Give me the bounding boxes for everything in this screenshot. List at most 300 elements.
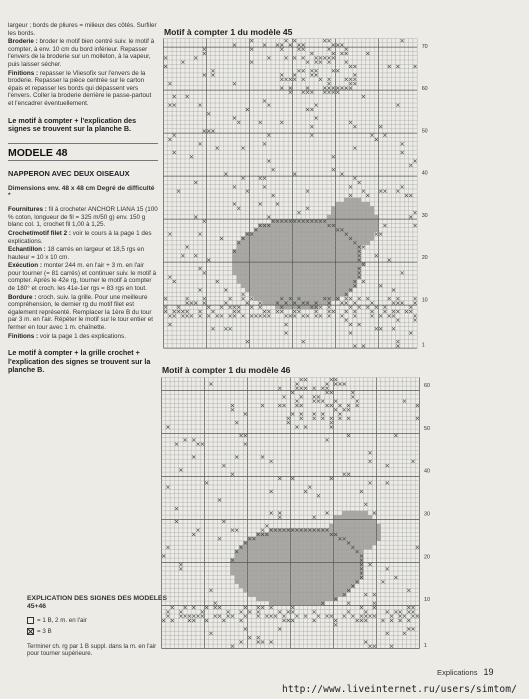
grid-cross-mark bbox=[300, 413, 303, 416]
grid-filled-cell bbox=[312, 550, 316, 554]
grid-filled-cell bbox=[271, 292, 275, 296]
grid-filled-cell bbox=[284, 241, 288, 245]
grid-filled-cell bbox=[316, 545, 320, 549]
grid-cross-mark bbox=[362, 246, 365, 249]
grid-filled-cell bbox=[286, 597, 290, 601]
grid-filled-cell bbox=[342, 515, 346, 519]
grid-cross-mark bbox=[403, 632, 406, 635]
grid-cross-mark bbox=[347, 404, 350, 407]
grid-cross-mark bbox=[203, 297, 206, 300]
label: Finitions : bbox=[8, 332, 39, 340]
page-number: 19 bbox=[483, 667, 494, 677]
grid-filled-cell bbox=[265, 550, 269, 554]
grid-filled-cell bbox=[331, 266, 335, 270]
grid-filled-cell bbox=[299, 584, 303, 588]
grid-filled-cell bbox=[353, 228, 357, 232]
grid-filled-cell bbox=[301, 292, 305, 296]
grid-cross-mark bbox=[173, 104, 176, 107]
grid-filled-cell bbox=[243, 545, 247, 549]
grid-filled-cell bbox=[310, 288, 314, 292]
grid-filled-cell bbox=[260, 588, 264, 592]
grid-cross-mark bbox=[244, 413, 247, 416]
grid-filled-cell bbox=[377, 532, 381, 536]
grid-filled-cell bbox=[364, 528, 368, 532]
grid-cross-mark bbox=[250, 61, 253, 64]
grid-cross-mark bbox=[263, 177, 266, 180]
grid-filled-cell bbox=[299, 571, 303, 575]
grid-cross-mark bbox=[381, 580, 384, 583]
grid-filled-cell bbox=[336, 292, 340, 296]
grid-filled-cell bbox=[293, 297, 297, 301]
grid-filled-cell bbox=[342, 580, 346, 584]
grid-filled-cell bbox=[297, 301, 301, 305]
grid-cross-mark bbox=[222, 464, 225, 467]
grid-filled-cell bbox=[260, 550, 264, 554]
grid-filled-cell bbox=[254, 271, 258, 275]
grid-filled-cell bbox=[241, 275, 245, 279]
grid-filled-cell bbox=[301, 266, 305, 270]
grid-filled-cell bbox=[295, 541, 299, 545]
grid-filled-cell bbox=[271, 266, 275, 270]
grid-cross-mark bbox=[388, 65, 391, 68]
grid-cross-mark bbox=[242, 293, 245, 296]
grid-filled-cell bbox=[338, 567, 342, 571]
grid-filled-cell bbox=[265, 597, 269, 601]
grid-cross-mark bbox=[300, 395, 303, 398]
row-number: 30 bbox=[424, 511, 430, 518]
grid-filled-cell bbox=[260, 562, 264, 566]
grid-filled-cell bbox=[301, 297, 305, 301]
grid-filled-cell bbox=[364, 537, 368, 541]
grid-filled-cell bbox=[260, 537, 264, 541]
grid-filled-cell bbox=[312, 554, 316, 558]
grid-cross-mark bbox=[186, 301, 189, 304]
model-title: MODELE 48 bbox=[8, 147, 68, 160]
grid-filled-cell bbox=[338, 541, 342, 545]
grid-cross-mark bbox=[392, 301, 395, 304]
grid-filled-cell bbox=[348, 241, 352, 245]
grid-filled-cell bbox=[243, 584, 247, 588]
grid-filled-cell bbox=[348, 262, 352, 266]
grid-filled-cell bbox=[334, 562, 338, 566]
grid-filled-cell bbox=[303, 584, 307, 588]
grid-filled-cell bbox=[254, 254, 258, 258]
grid-filled-cell bbox=[316, 537, 320, 541]
grid-cross-mark bbox=[319, 314, 322, 317]
grid-filled-cell bbox=[286, 558, 290, 562]
grid-cross-mark bbox=[205, 606, 208, 609]
grid-filled-cell bbox=[295, 550, 299, 554]
grid-filled-cell bbox=[351, 541, 355, 545]
grid-cross-mark bbox=[328, 86, 331, 89]
grid-filled-cell bbox=[368, 537, 372, 541]
grid-cross-mark bbox=[188, 615, 191, 618]
grid-filled-cell bbox=[275, 288, 279, 292]
grid-cross-mark bbox=[373, 615, 376, 618]
grid-filled-cell bbox=[312, 597, 316, 601]
grid-cross-mark bbox=[248, 610, 251, 613]
grid-filled-cell bbox=[357, 262, 361, 266]
grid-cross-mark bbox=[164, 306, 167, 309]
grid-filled-cell bbox=[282, 550, 286, 554]
grid-filled-cell bbox=[338, 562, 342, 566]
grid-filled-cell bbox=[336, 271, 340, 275]
grid-filled-cell bbox=[278, 532, 282, 536]
grid-cross-mark bbox=[222, 619, 225, 622]
legend-row-cross bbox=[27, 626, 167, 637]
grid-filled-cell bbox=[331, 241, 335, 245]
grid-filled-cell bbox=[280, 232, 284, 236]
grid-filled-cell bbox=[291, 562, 295, 566]
grid-cross-mark bbox=[259, 301, 262, 304]
grid-cross-mark bbox=[371, 134, 374, 137]
grid-cross-mark bbox=[313, 610, 316, 613]
grid-filled-cell bbox=[293, 249, 297, 253]
grid-filled-cell bbox=[346, 584, 350, 588]
grid-filled-cell bbox=[282, 601, 286, 605]
grid-filled-cell bbox=[269, 545, 273, 549]
grid-filled-cell bbox=[269, 593, 273, 597]
grid-cross-mark bbox=[197, 529, 200, 532]
grid-filled-cell bbox=[250, 284, 254, 288]
grid-cross-mark bbox=[328, 39, 331, 42]
grid-filled-cell bbox=[250, 279, 254, 283]
grid-cross-mark bbox=[231, 529, 234, 532]
grid-filled-cell bbox=[267, 262, 271, 266]
grid-filled-cell bbox=[262, 288, 266, 292]
grid-filled-cell bbox=[275, 228, 279, 232]
grid-filled-cell bbox=[286, 541, 290, 545]
grid-filled-cell bbox=[353, 249, 357, 253]
grid-cross-mark bbox=[353, 78, 356, 81]
grid-cross-mark bbox=[166, 546, 169, 549]
grid-filled-cell bbox=[334, 537, 338, 541]
grid-cross-mark bbox=[207, 306, 210, 309]
grid-filled-cell bbox=[344, 266, 348, 270]
grid-filled-cell bbox=[301, 236, 305, 240]
grid-filled-cell bbox=[250, 249, 254, 253]
grid-filled-cell bbox=[280, 288, 284, 292]
grid-cross-mark bbox=[207, 314, 210, 317]
grid-filled-cell bbox=[308, 541, 312, 545]
grid-filled-cell bbox=[314, 241, 318, 245]
grid-cross-mark bbox=[257, 636, 260, 639]
grid-filled-cell bbox=[331, 215, 335, 219]
grid-cross-mark bbox=[259, 121, 262, 124]
grid-cross-mark bbox=[328, 56, 331, 59]
grid-cross-mark bbox=[235, 529, 238, 532]
grid-cross-mark bbox=[222, 520, 225, 523]
grid-filled-cell bbox=[295, 558, 299, 562]
grid-filled-cell bbox=[353, 275, 357, 279]
grid-cross-mark bbox=[192, 438, 195, 441]
grid-filled-cell bbox=[278, 541, 282, 545]
grid-filled-cell bbox=[351, 575, 355, 579]
grid-filled-cell bbox=[299, 532, 303, 536]
grid-filled-cell bbox=[262, 266, 266, 270]
grid-cross-mark bbox=[407, 619, 410, 622]
grid-filled-cell bbox=[273, 541, 277, 545]
grid-filled-cell bbox=[314, 262, 318, 266]
grid-filled-cell bbox=[245, 279, 249, 283]
grid-cross-mark bbox=[356, 619, 359, 622]
grid-filled-cell bbox=[340, 284, 344, 288]
grid-filled-cell bbox=[269, 532, 273, 536]
grid-cross-mark bbox=[242, 177, 245, 180]
grid-filled-cell bbox=[310, 245, 314, 249]
grid-filled-cell bbox=[254, 241, 258, 245]
grid-filled-cell bbox=[325, 584, 329, 588]
grid-cross-mark bbox=[304, 615, 307, 618]
grid-filled-cell bbox=[336, 266, 340, 270]
grid-filled-cell bbox=[312, 571, 316, 575]
grid-filled-cell bbox=[355, 562, 359, 566]
grid-filled-cell bbox=[346, 524, 350, 528]
grid-filled-cell bbox=[275, 271, 279, 275]
grid-cross-mark bbox=[297, 211, 300, 214]
grid-filled-cell bbox=[327, 275, 331, 279]
grid-cross-mark bbox=[416, 404, 419, 407]
grid-filled-cell bbox=[297, 241, 301, 245]
legend-title: EXPLICATION DES SIGNES DES MODELES 45+46 bbox=[27, 595, 167, 610]
grid-filled-cell bbox=[334, 554, 338, 558]
grid-cross-mark bbox=[207, 258, 210, 261]
grid-filled-cell bbox=[344, 262, 348, 266]
grid-filled-cell bbox=[318, 279, 322, 283]
grid-filled-cell bbox=[271, 258, 275, 262]
grid-filled-cell bbox=[329, 567, 333, 571]
grid-filled-cell bbox=[267, 254, 271, 258]
grid-cross-mark bbox=[328, 91, 331, 94]
grid-cross-mark bbox=[394, 610, 397, 613]
grid-filled-cell bbox=[364, 524, 368, 528]
grid-filled-cell bbox=[267, 279, 271, 283]
grid-filled-cell bbox=[361, 206, 365, 210]
grid-cross-mark bbox=[328, 310, 331, 313]
grid-cross-mark bbox=[257, 640, 260, 643]
grid-cross-mark bbox=[353, 125, 356, 128]
grid-filled-cell bbox=[284, 271, 288, 275]
grid-filled-cell bbox=[305, 236, 309, 240]
grid-filled-cell bbox=[355, 532, 359, 536]
grid-filled-cell bbox=[331, 258, 335, 262]
grid-cross-mark bbox=[392, 327, 395, 330]
grid-filled-cell bbox=[278, 593, 282, 597]
grid-cross-mark bbox=[373, 593, 376, 596]
grid-filled-cell bbox=[291, 571, 295, 575]
grid-cross-mark bbox=[237, 121, 240, 124]
grid-cross-mark bbox=[302, 56, 305, 59]
grid-filled-cell bbox=[291, 575, 295, 579]
grid-cross-mark bbox=[330, 417, 333, 420]
grid-filled-cell bbox=[291, 593, 295, 597]
row-number: 40 bbox=[424, 468, 430, 475]
grid-filled-cell bbox=[262, 284, 266, 288]
grid-filled-cell bbox=[284, 258, 288, 262]
grid-cross-mark bbox=[231, 404, 234, 407]
grid-cross-mark bbox=[224, 301, 227, 304]
grid-cross-mark bbox=[263, 310, 266, 313]
grid-filled-cell bbox=[344, 198, 348, 202]
grid-filled-cell bbox=[273, 537, 277, 541]
grid-filled-cell bbox=[275, 236, 279, 240]
grid-cross-mark bbox=[332, 43, 335, 46]
grid-filled-cell bbox=[357, 211, 361, 215]
grid-cross-mark bbox=[278, 477, 281, 480]
grid-filled-cell bbox=[260, 593, 264, 597]
grid-filled-cell bbox=[275, 275, 279, 279]
grid-cross-mark bbox=[199, 289, 202, 292]
grid-filled-cell bbox=[310, 258, 314, 262]
grid-cross-mark bbox=[173, 280, 176, 283]
grid-cross-mark bbox=[227, 610, 230, 613]
grid-cross-mark bbox=[379, 190, 382, 193]
grid-filled-cell bbox=[336, 245, 340, 249]
grid-filled-cell bbox=[361, 219, 365, 223]
grid-cross-mark bbox=[315, 117, 318, 120]
grid-filled-cell bbox=[295, 537, 299, 541]
grid-filled-cell bbox=[282, 554, 286, 558]
grid-cross-mark bbox=[278, 511, 281, 514]
grid-cross-mark bbox=[205, 481, 208, 484]
grid-filled-cell bbox=[323, 228, 327, 232]
grid-filled-cell bbox=[348, 228, 352, 232]
grid-cross-mark bbox=[336, 91, 339, 94]
grid-cross-mark bbox=[166, 610, 169, 613]
grid-filled-cell bbox=[308, 588, 312, 592]
grid-filled-cell bbox=[342, 571, 346, 575]
grid-filled-cell bbox=[372, 537, 376, 541]
row-number: 10 bbox=[424, 597, 430, 604]
grid-cross-mark bbox=[168, 314, 171, 317]
grid-filled-cell bbox=[344, 254, 348, 258]
grid-filled-cell bbox=[316, 541, 320, 545]
grid-cross-mark bbox=[289, 86, 292, 89]
grid-filled-cell bbox=[248, 558, 252, 562]
grid-filled-cell bbox=[241, 241, 245, 245]
grid-cross-mark bbox=[240, 610, 243, 613]
grid-filled-cell bbox=[237, 258, 241, 262]
grid-cross-mark bbox=[297, 48, 300, 51]
grid-filled-cell bbox=[357, 232, 361, 236]
grid-filled-cell bbox=[310, 266, 314, 270]
grid-filled-cell bbox=[342, 541, 346, 545]
grid-filled-cell bbox=[254, 292, 258, 296]
grid-cross-mark bbox=[366, 306, 369, 309]
grid-filled-cell bbox=[321, 554, 325, 558]
grid-filled-cell bbox=[293, 266, 297, 270]
grid-filled-cell bbox=[286, 567, 290, 571]
grid-filled-cell bbox=[275, 223, 279, 227]
grid-filled-cell bbox=[299, 562, 303, 566]
grid-cross-mark bbox=[353, 344, 356, 347]
grid-filled-cell bbox=[267, 241, 271, 245]
grid-cross-mark bbox=[220, 306, 223, 309]
grid-cross-mark bbox=[276, 310, 279, 313]
grid-cross-mark bbox=[353, 310, 356, 313]
grid-filled-cell bbox=[237, 254, 241, 258]
page-footer bbox=[437, 667, 494, 677]
grid-filled-cell bbox=[299, 575, 303, 579]
grid-filled-cell bbox=[348, 245, 352, 249]
grid-cross-mark bbox=[168, 323, 171, 326]
grid-cross-mark bbox=[369, 615, 372, 618]
grid-cross-mark bbox=[399, 615, 402, 618]
grid-cross-mark bbox=[366, 297, 369, 300]
grid-filled-cell bbox=[291, 588, 295, 592]
grid-filled-cell bbox=[284, 284, 288, 288]
grid-filled-cell bbox=[336, 219, 340, 223]
grid-cross-mark bbox=[310, 74, 313, 77]
grid-filled-cell bbox=[252, 550, 256, 554]
grid-filled-cell bbox=[318, 284, 322, 288]
grid-filled-cell bbox=[299, 601, 303, 605]
grid-cross-mark bbox=[218, 537, 221, 540]
grid-filled-cell bbox=[359, 550, 363, 554]
grid-cross-mark bbox=[319, 306, 322, 309]
grid-filled-cell bbox=[271, 279, 275, 283]
grid-cross-mark bbox=[207, 112, 210, 115]
chart2-grid bbox=[161, 377, 443, 650]
grid-cross-mark bbox=[319, 61, 322, 64]
grid-cross-mark bbox=[259, 177, 262, 180]
grid-filled-cell bbox=[327, 245, 331, 249]
grid-cross-mark bbox=[261, 640, 264, 643]
grid-filled-cell bbox=[252, 584, 256, 588]
grid-filled-cell bbox=[258, 258, 262, 262]
grid-filled-cell bbox=[323, 254, 327, 258]
grid-filled-cell bbox=[348, 232, 352, 236]
grid-cross-mark bbox=[246, 190, 249, 193]
grid-filled-cell bbox=[338, 575, 342, 579]
grid-filled-cell bbox=[271, 271, 275, 275]
grid-cross-mark bbox=[306, 61, 309, 64]
grid-filled-cell bbox=[342, 575, 346, 579]
grid-filled-cell bbox=[275, 241, 279, 245]
grid-filled-cell bbox=[318, 301, 322, 305]
grid-cross-mark bbox=[291, 619, 294, 622]
grid-cross-mark bbox=[233, 314, 236, 317]
grid-filled-cell bbox=[282, 580, 286, 584]
grid-filled-cell bbox=[344, 236, 348, 240]
grid-cross-mark bbox=[209, 589, 212, 592]
grid-filled-cell bbox=[262, 271, 266, 275]
grid-cross-mark bbox=[401, 151, 404, 154]
grid-filled-cell bbox=[267, 245, 271, 249]
grid-filled-cell bbox=[355, 541, 359, 545]
grid-filled-cell bbox=[331, 219, 335, 223]
grid-filled-cell bbox=[316, 597, 320, 601]
grid-filled-cell bbox=[338, 558, 342, 562]
grid-filled-cell bbox=[245, 236, 249, 240]
grid-filled-cell bbox=[239, 567, 243, 571]
grid-cross-mark bbox=[409, 332, 412, 335]
grid-cross-mark bbox=[366, 194, 369, 197]
grid-filled-cell bbox=[288, 275, 292, 279]
grid-filled-cell bbox=[235, 575, 239, 579]
grid-filled-cell bbox=[252, 580, 256, 584]
grid-cross-mark bbox=[304, 387, 307, 390]
grid-filled-cell bbox=[310, 241, 314, 245]
grid-filled-cell bbox=[286, 537, 290, 541]
grid-cross-mark bbox=[300, 387, 303, 390]
grid-filled-cell bbox=[278, 558, 282, 562]
grid-filled-cell bbox=[334, 515, 338, 519]
grid-cross-mark bbox=[414, 224, 417, 227]
grid-cross-mark bbox=[349, 86, 352, 89]
grid-cross-mark bbox=[399, 610, 402, 613]
grid-cross-mark bbox=[285, 332, 288, 335]
